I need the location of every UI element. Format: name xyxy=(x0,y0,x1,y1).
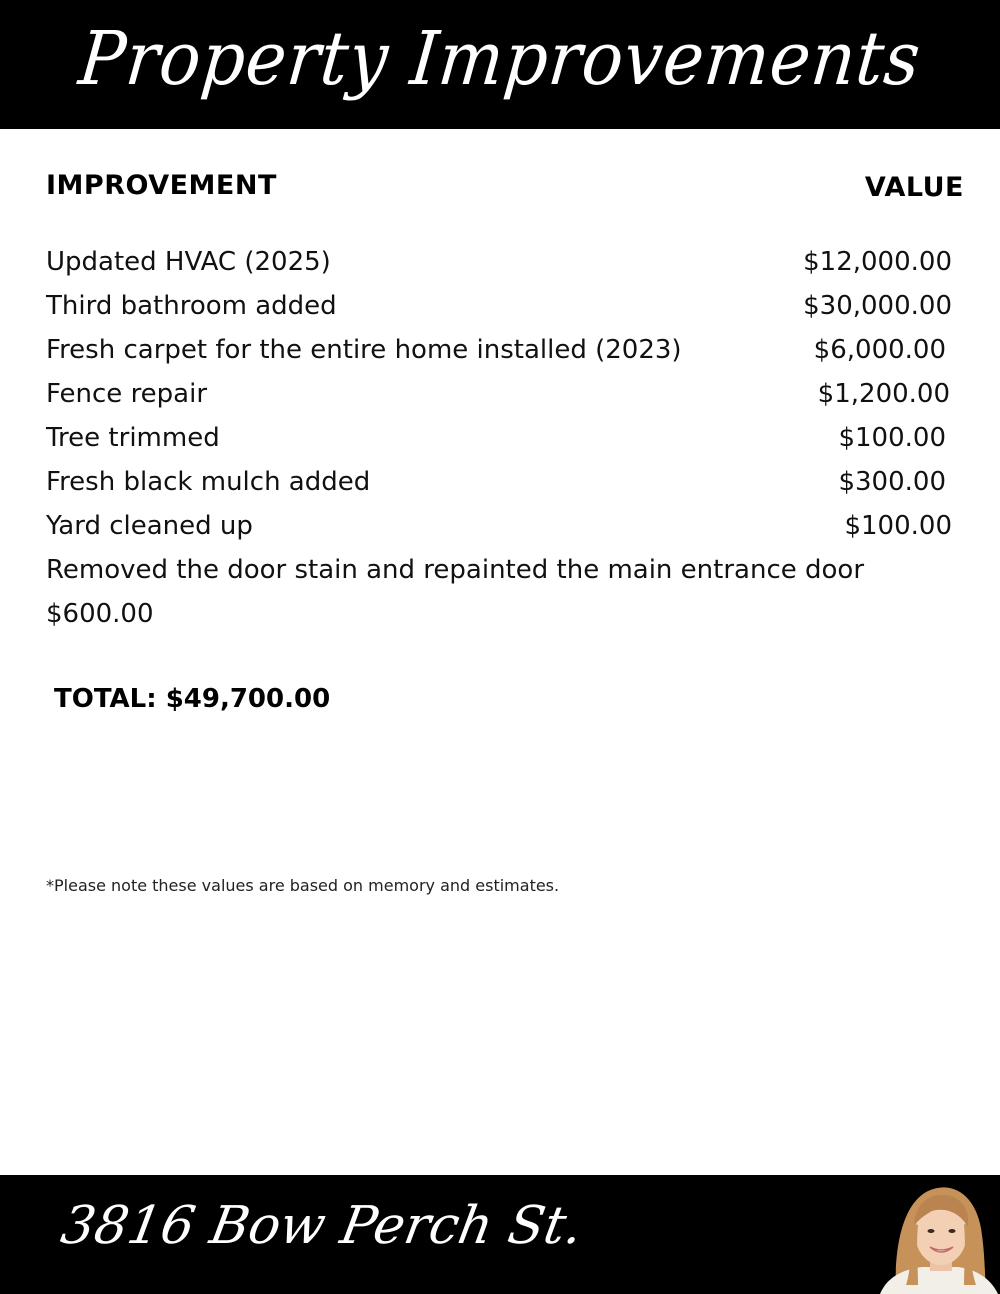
improvement-value: $100.00 xyxy=(844,511,952,541)
improvement-value: $12,000.00 xyxy=(803,247,952,277)
improvement-label: Fresh black mulch added xyxy=(46,467,371,497)
list-item xyxy=(46,416,954,460)
list-item xyxy=(46,548,954,636)
total-value: TOTAL: $49,700.00 xyxy=(54,684,331,714)
improvement-label: Tree trimmed xyxy=(46,423,220,453)
improvement-value: $30,000.00 xyxy=(803,291,952,321)
list-item xyxy=(46,328,954,372)
list-item xyxy=(46,504,954,548)
improvement-value: $1,200.00 xyxy=(817,379,950,409)
improvement-value: $6,000.00 xyxy=(813,335,946,365)
improvement-value: $300.00 xyxy=(838,467,946,497)
improvement-label: Yard cleaned up xyxy=(46,511,253,541)
list-item xyxy=(46,284,954,328)
column-header-improvement: IMPROVEMENT xyxy=(46,170,277,201)
improvement-value: $600.00 xyxy=(46,599,154,629)
property-address: 3816 Bow Perch St. xyxy=(56,1196,588,1256)
improvements-list xyxy=(46,240,954,636)
footnote: *Please note these values are based on memory and estimates. xyxy=(46,876,560,895)
agent-photo xyxy=(866,1175,1000,1294)
list-item xyxy=(46,240,954,284)
column-header-value: VALUE xyxy=(864,172,964,203)
list-item xyxy=(46,372,954,416)
improvement-label: Updated HVAC (2025) xyxy=(46,247,331,277)
improvement-label: Third bathroom added xyxy=(46,291,337,321)
list-item xyxy=(46,460,954,504)
improvement-label: Fence repair xyxy=(46,379,208,409)
improvement-label: Fresh carpet for the entire home installed (2023) xyxy=(46,335,682,365)
improvement-value: $100.00 xyxy=(838,423,946,453)
improvement-label: Removed the door stain and repainted the main entrance door xyxy=(46,555,865,585)
page-title: Property Improvements xyxy=(75,16,925,102)
